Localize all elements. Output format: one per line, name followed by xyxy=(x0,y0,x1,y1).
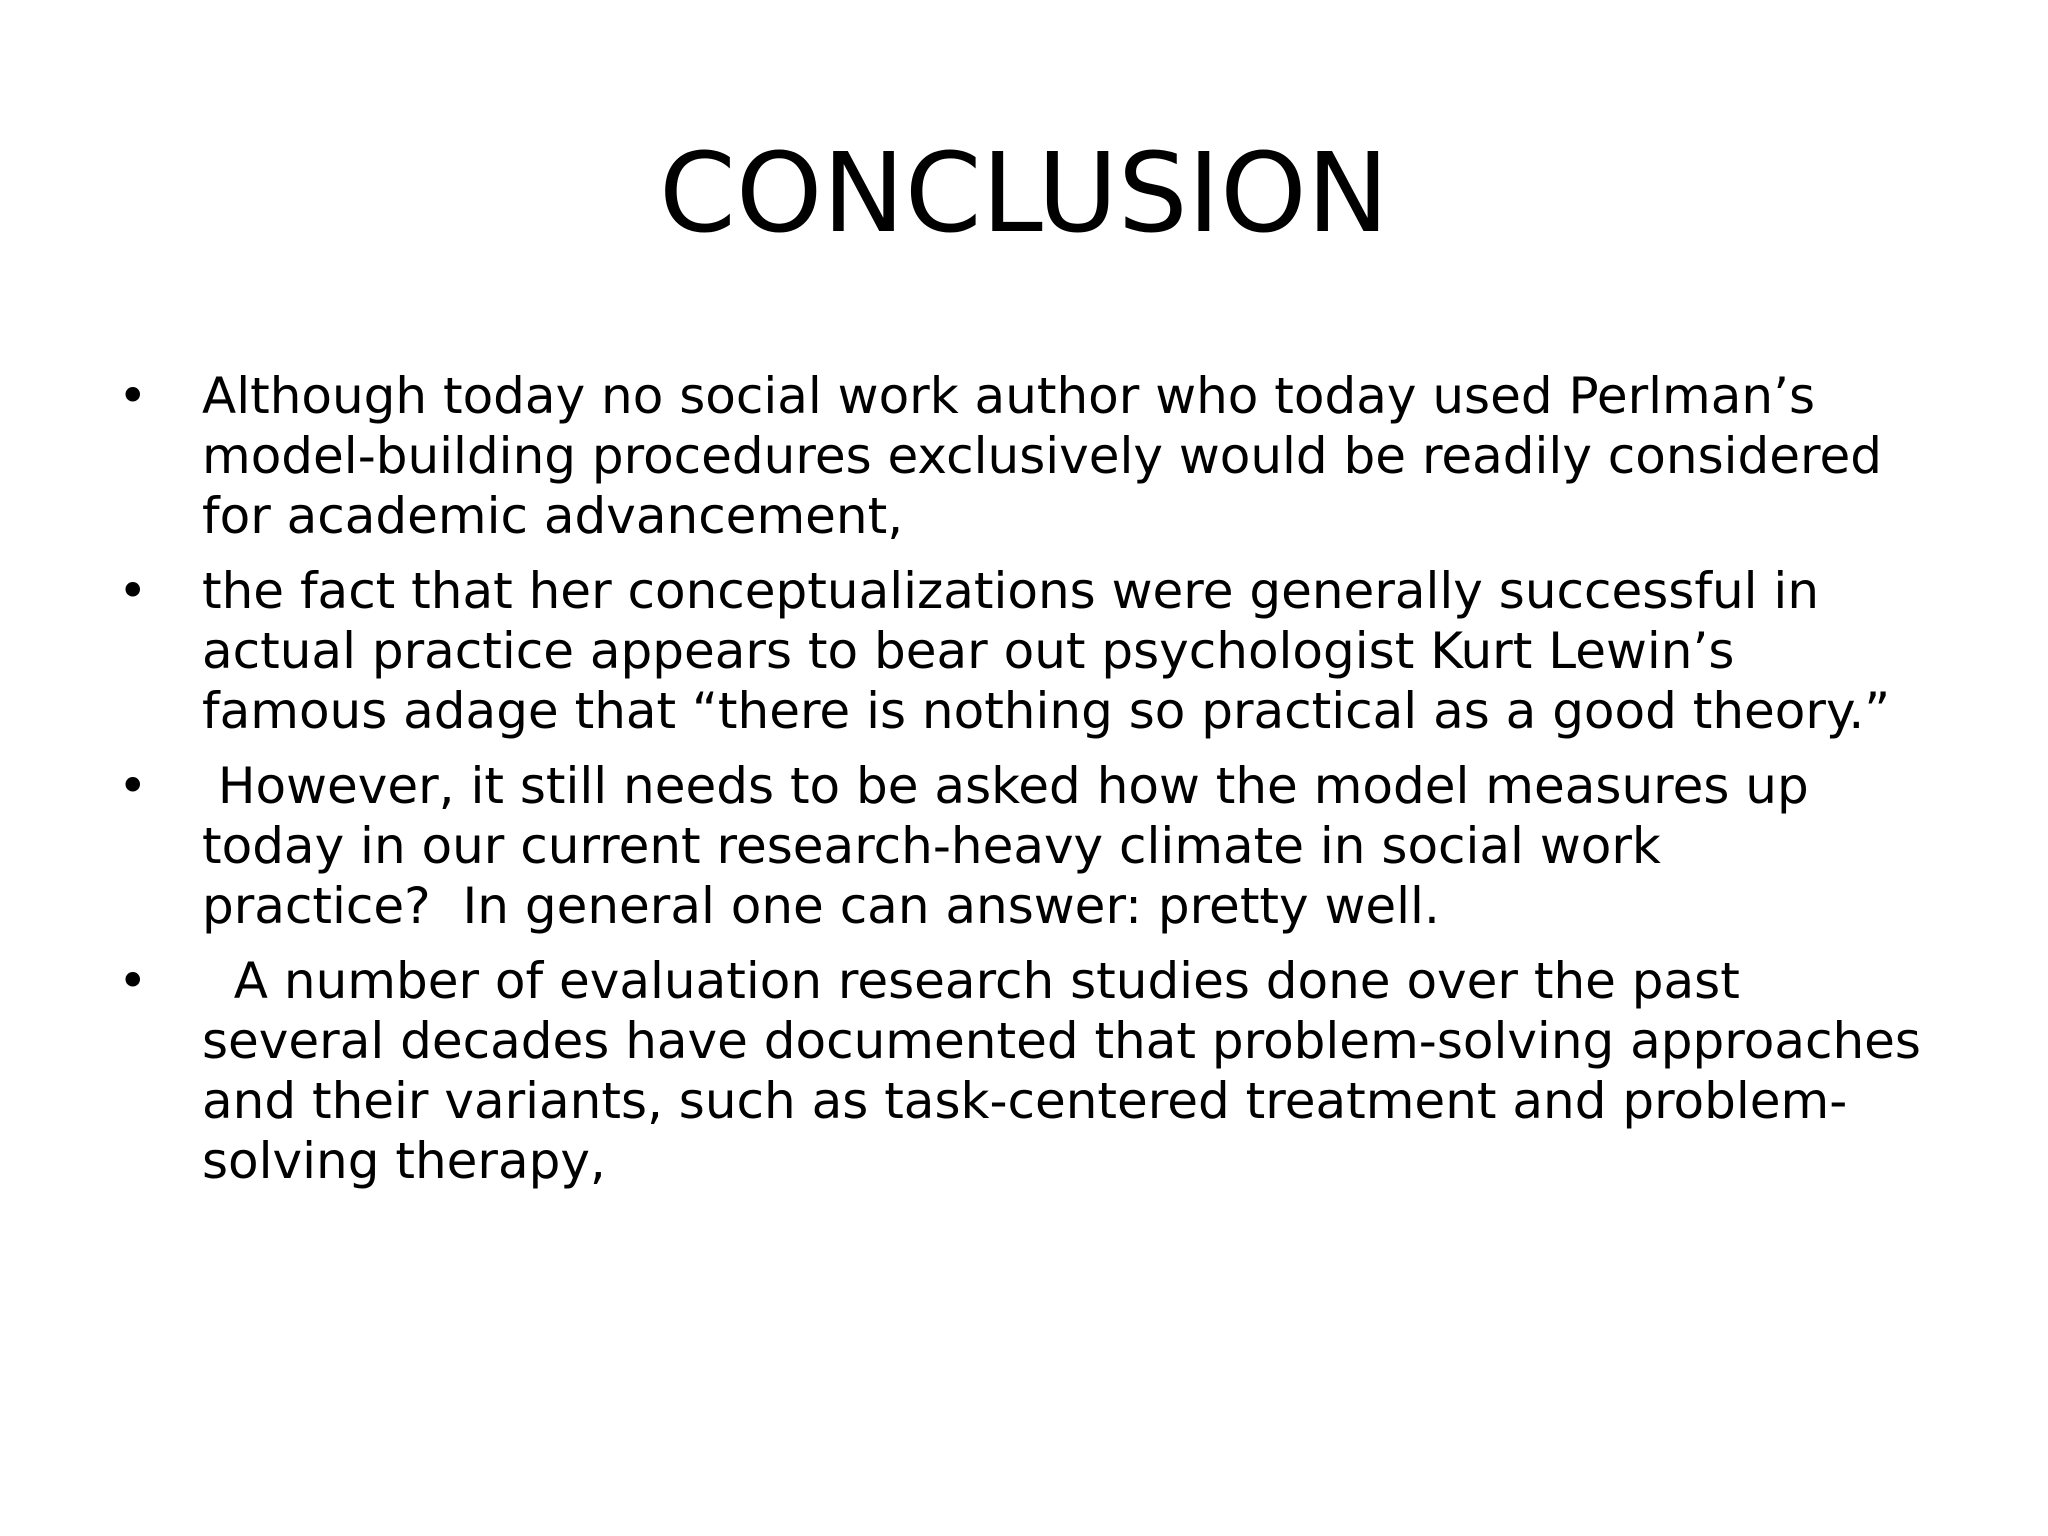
bullet-line: for academic advancement, xyxy=(202,487,904,545)
bullet-line: Although today no social work author who today used Perlman’s xyxy=(202,367,1816,425)
bullet-line: and their variants, such as task-centered treatment and problem- xyxy=(202,1072,1848,1130)
bullet-point-icon: • xyxy=(118,367,148,425)
bullet-line: However, it still needs to be asked how the model measures up xyxy=(202,757,1809,815)
bullet-line: practice? In general one can answer: pretty well. xyxy=(202,877,1440,935)
bullet-item xyxy=(0,561,2048,741)
bullet-line: the fact that her conceptualizations were generally successful in xyxy=(202,562,1820,620)
slide-title: CONCLUSION xyxy=(659,129,1389,257)
bullet-line: solving therapy, xyxy=(202,1132,606,1190)
bullet-item xyxy=(0,951,2048,1191)
bullet-point-icon: • xyxy=(118,562,148,620)
bullet-point-icon: • xyxy=(118,952,148,1010)
bullet-list xyxy=(0,366,2048,1206)
bullet-item xyxy=(0,756,2048,936)
bullet-text xyxy=(202,951,1942,1191)
bullet-line: today in our current research-heavy climate in social work xyxy=(202,817,1661,875)
bullet-point-icon: • xyxy=(118,757,148,815)
bullet-line: famous adage that “there is nothing so practical as a good theory.” xyxy=(202,682,1891,740)
bullet-line: A number of evaluation research studies done over the past xyxy=(202,952,1740,1010)
bullet-text xyxy=(202,561,1942,741)
bullet-text xyxy=(202,366,1942,546)
bullet-text xyxy=(202,756,1942,936)
bullet-item xyxy=(0,366,2048,546)
bullet-line: model-building procedures exclusively would be readily considered xyxy=(202,427,1882,485)
bullet-line: actual practice appears to bear out psychologist Kurt Lewin’s xyxy=(202,622,1735,680)
bullet-line: several decades have documented that problem-solving approaches xyxy=(202,1012,1921,1070)
